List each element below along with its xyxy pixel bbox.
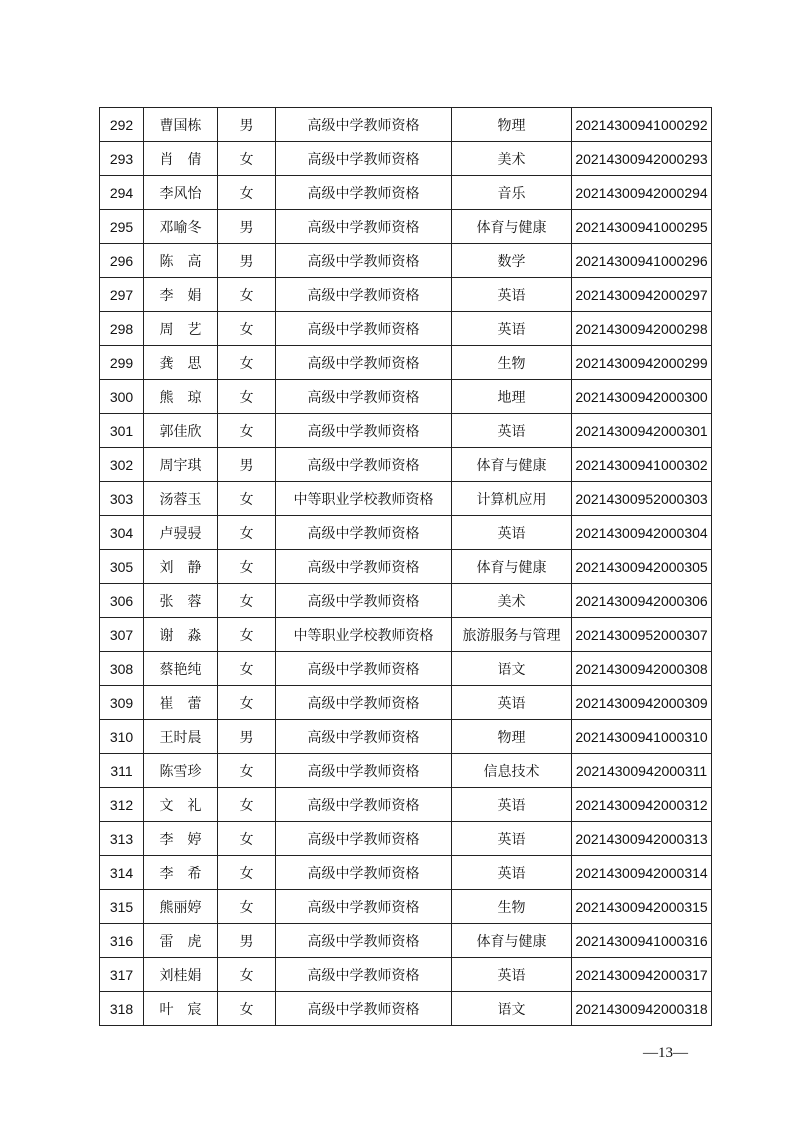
table-row bbox=[100, 822, 712, 856]
gender-cell: 女 bbox=[218, 312, 276, 346]
certificate-number-cell: 20214300942000308 bbox=[572, 652, 712, 686]
qualification-type-cell: 高级中学教师资格 bbox=[276, 890, 452, 924]
qualification-type-cell: 高级中学教师资格 bbox=[276, 244, 452, 278]
subject-cell: 物理 bbox=[452, 108, 572, 142]
qualification-type-cell: 高级中学教师资格 bbox=[276, 652, 452, 686]
row-number-cell: 316 bbox=[100, 924, 144, 958]
certificate-number-cell: 20214300942000304 bbox=[572, 516, 712, 550]
subject-cell: 体育与健康 bbox=[452, 210, 572, 244]
certificate-number-cell: 20214300942000301 bbox=[572, 414, 712, 448]
table-row bbox=[100, 380, 712, 414]
qualification-type-cell: 高级中学教师资格 bbox=[276, 822, 452, 856]
certificate-number-cell: 20214300942000318 bbox=[572, 992, 712, 1026]
subject-cell: 英语 bbox=[452, 822, 572, 856]
qualification-type-cell: 高级中学教师资格 bbox=[276, 856, 452, 890]
person-name-cell: 蔡艳纯 bbox=[144, 652, 218, 686]
row-number-cell: 296 bbox=[100, 244, 144, 278]
subject-cell: 物理 bbox=[452, 720, 572, 754]
certificate-number-cell: 20214300941000316 bbox=[572, 924, 712, 958]
person-name-cell: 张 蓉 bbox=[144, 584, 218, 618]
row-number-cell: 306 bbox=[100, 584, 144, 618]
subject-cell: 英语 bbox=[452, 312, 572, 346]
subject-cell: 体育与健康 bbox=[452, 550, 572, 584]
row-number-cell: 299 bbox=[100, 346, 144, 380]
qualification-type-cell: 高级中学教师资格 bbox=[276, 686, 452, 720]
person-name-cell: 周宇琪 bbox=[144, 448, 218, 482]
certificate-number-cell: 20214300941000292 bbox=[572, 108, 712, 142]
subject-cell: 旅游服务与管理 bbox=[452, 618, 572, 652]
gender-cell: 女 bbox=[218, 686, 276, 720]
certificate-number-cell: 20214300942000317 bbox=[572, 958, 712, 992]
person-name-cell: 肖 倩 bbox=[144, 142, 218, 176]
row-number-cell: 300 bbox=[100, 380, 144, 414]
subject-cell: 体育与健康 bbox=[452, 448, 572, 482]
person-name-cell: 李 希 bbox=[144, 856, 218, 890]
qualification-type-cell: 高级中学教师资格 bbox=[276, 924, 452, 958]
certificate-number-cell: 20214300941000295 bbox=[572, 210, 712, 244]
gender-cell: 女 bbox=[218, 584, 276, 618]
row-number-cell: 294 bbox=[100, 176, 144, 210]
table-row bbox=[100, 754, 712, 788]
gender-cell: 女 bbox=[218, 890, 276, 924]
gender-cell: 女 bbox=[218, 958, 276, 992]
subject-cell: 语文 bbox=[452, 652, 572, 686]
certificate-number-cell: 20214300942000314 bbox=[572, 856, 712, 890]
qualification-type-cell: 高级中学教师资格 bbox=[276, 584, 452, 618]
subject-cell: 计算机应用 bbox=[452, 482, 572, 516]
row-number-cell: 313 bbox=[100, 822, 144, 856]
table-row bbox=[100, 244, 712, 278]
table-row bbox=[100, 550, 712, 584]
certificate-number-cell: 20214300942000313 bbox=[572, 822, 712, 856]
qualification-type-cell: 高级中学教师资格 bbox=[276, 992, 452, 1026]
subject-cell: 地理 bbox=[452, 380, 572, 414]
gender-cell: 男 bbox=[218, 210, 276, 244]
row-number-cell: 297 bbox=[100, 278, 144, 312]
table-row bbox=[100, 652, 712, 686]
person-name-cell: 文 礼 bbox=[144, 788, 218, 822]
subject-cell: 美术 bbox=[452, 584, 572, 618]
qualification-type-cell: 高级中学教师资格 bbox=[276, 312, 452, 346]
table-row bbox=[100, 482, 712, 516]
person-name-cell: 叶 宸 bbox=[144, 992, 218, 1026]
subject-cell: 英语 bbox=[452, 516, 572, 550]
person-name-cell: 熊丽婷 bbox=[144, 890, 218, 924]
certificate-number-cell: 20214300952000307 bbox=[572, 618, 712, 652]
table-row bbox=[100, 924, 712, 958]
row-number-cell: 293 bbox=[100, 142, 144, 176]
table-row bbox=[100, 958, 712, 992]
subject-cell: 语文 bbox=[452, 992, 572, 1026]
table-row bbox=[100, 312, 712, 346]
certificate-number-cell: 20214300942000309 bbox=[572, 686, 712, 720]
teacher-qualification-table bbox=[99, 107, 712, 1026]
row-number-cell: 315 bbox=[100, 890, 144, 924]
qualification-type-cell: 高级中学教师资格 bbox=[276, 108, 452, 142]
person-name-cell: 熊 琼 bbox=[144, 380, 218, 414]
qualification-type-cell: 高级中学教师资格 bbox=[276, 346, 452, 380]
row-number-cell: 312 bbox=[100, 788, 144, 822]
certificate-number-cell: 20214300952000303 bbox=[572, 482, 712, 516]
subject-cell: 生物 bbox=[452, 346, 572, 380]
gender-cell: 女 bbox=[218, 822, 276, 856]
subject-cell: 英语 bbox=[452, 856, 572, 890]
person-name-cell: 王时晨 bbox=[144, 720, 218, 754]
row-number-cell: 314 bbox=[100, 856, 144, 890]
qualification-type-cell: 高级中学教师资格 bbox=[276, 380, 452, 414]
gender-cell: 男 bbox=[218, 924, 276, 958]
gender-cell: 女 bbox=[218, 380, 276, 414]
table-row bbox=[100, 890, 712, 924]
gender-cell: 男 bbox=[218, 244, 276, 278]
person-name-cell: 雷 虎 bbox=[144, 924, 218, 958]
table-row bbox=[100, 448, 712, 482]
table-row bbox=[100, 584, 712, 618]
person-name-cell: 李 婷 bbox=[144, 822, 218, 856]
certificate-number-cell: 20214300942000305 bbox=[572, 550, 712, 584]
table-row bbox=[100, 176, 712, 210]
certificate-number-cell: 20214300942000311 bbox=[572, 754, 712, 788]
table-row bbox=[100, 686, 712, 720]
row-number-cell: 292 bbox=[100, 108, 144, 142]
qualification-type-cell: 高级中学教师资格 bbox=[276, 210, 452, 244]
subject-cell: 音乐 bbox=[452, 176, 572, 210]
gender-cell: 女 bbox=[218, 176, 276, 210]
row-number-cell: 317 bbox=[100, 958, 144, 992]
table-body bbox=[100, 108, 712, 1026]
person-name-cell: 曹国栋 bbox=[144, 108, 218, 142]
gender-cell: 女 bbox=[218, 482, 276, 516]
person-name-cell: 崔 蕾 bbox=[144, 686, 218, 720]
table-row bbox=[100, 516, 712, 550]
row-number-cell: 308 bbox=[100, 652, 144, 686]
row-number-cell: 318 bbox=[100, 992, 144, 1026]
certificate-number-cell: 20214300941000302 bbox=[572, 448, 712, 482]
certificate-number-cell: 20214300942000315 bbox=[572, 890, 712, 924]
person-name-cell: 李风怡 bbox=[144, 176, 218, 210]
table-row bbox=[100, 618, 712, 652]
row-number-cell: 301 bbox=[100, 414, 144, 448]
gender-cell: 女 bbox=[218, 142, 276, 176]
row-number-cell: 311 bbox=[100, 754, 144, 788]
gender-cell: 女 bbox=[218, 788, 276, 822]
subject-cell: 信息技术 bbox=[452, 754, 572, 788]
gender-cell: 女 bbox=[218, 516, 276, 550]
person-name-cell: 李 娟 bbox=[144, 278, 218, 312]
table-row bbox=[100, 414, 712, 448]
gender-cell: 女 bbox=[218, 652, 276, 686]
person-name-cell: 陈雪珍 bbox=[144, 754, 218, 788]
qualification-type-cell: 高级中学教师资格 bbox=[276, 448, 452, 482]
certificate-number-cell: 20214300942000297 bbox=[572, 278, 712, 312]
row-number-cell: 302 bbox=[100, 448, 144, 482]
row-number-cell: 298 bbox=[100, 312, 144, 346]
person-name-cell: 汤蓉玉 bbox=[144, 482, 218, 516]
person-name-cell: 邓喻冬 bbox=[144, 210, 218, 244]
table-row bbox=[100, 210, 712, 244]
table-row bbox=[100, 788, 712, 822]
certificate-number-cell: 20214300942000300 bbox=[572, 380, 712, 414]
qualification-type-cell: 高级中学教师资格 bbox=[276, 142, 452, 176]
gender-cell: 女 bbox=[218, 856, 276, 890]
row-number-cell: 307 bbox=[100, 618, 144, 652]
row-number-cell: 295 bbox=[100, 210, 144, 244]
table-row bbox=[100, 108, 712, 142]
subject-cell: 英语 bbox=[452, 686, 572, 720]
gender-cell: 男 bbox=[218, 108, 276, 142]
qualification-type-cell: 高级中学教师资格 bbox=[276, 516, 452, 550]
qualification-type-cell: 高级中学教师资格 bbox=[276, 754, 452, 788]
table-row bbox=[100, 856, 712, 890]
table-row bbox=[100, 720, 712, 754]
subject-cell: 数学 bbox=[452, 244, 572, 278]
person-name-cell: 刘桂娟 bbox=[144, 958, 218, 992]
certificate-number-cell: 20214300942000312 bbox=[572, 788, 712, 822]
gender-cell: 女 bbox=[218, 992, 276, 1026]
qualification-type-cell: 高级中学教师资格 bbox=[276, 958, 452, 992]
person-name-cell: 郭佳欣 bbox=[144, 414, 218, 448]
qualification-type-cell: 高级中学教师资格 bbox=[276, 788, 452, 822]
person-name-cell: 龚 思 bbox=[144, 346, 218, 380]
person-name-cell: 周 艺 bbox=[144, 312, 218, 346]
gender-cell: 女 bbox=[218, 278, 276, 312]
certificate-number-cell: 20214300942000293 bbox=[572, 142, 712, 176]
row-number-cell: 309 bbox=[100, 686, 144, 720]
gender-cell: 女 bbox=[218, 618, 276, 652]
row-number-cell: 305 bbox=[100, 550, 144, 584]
subject-cell: 生物 bbox=[452, 890, 572, 924]
person-name-cell: 陈 高 bbox=[144, 244, 218, 278]
certificate-number-cell: 20214300942000306 bbox=[572, 584, 712, 618]
subject-cell: 英语 bbox=[452, 278, 572, 312]
gender-cell: 男 bbox=[218, 720, 276, 754]
qualification-type-cell: 中等职业学校教师资格 bbox=[276, 482, 452, 516]
row-number-cell: 310 bbox=[100, 720, 144, 754]
subject-cell: 英语 bbox=[452, 958, 572, 992]
qualification-type-cell: 高级中学教师资格 bbox=[276, 414, 452, 448]
page-number: —13— bbox=[643, 1045, 688, 1061]
gender-cell: 女 bbox=[218, 754, 276, 788]
qualification-type-cell: 中等职业学校教师资格 bbox=[276, 618, 452, 652]
table-row bbox=[100, 142, 712, 176]
certificate-number-cell: 20214300941000296 bbox=[572, 244, 712, 278]
certificate-number-cell: 20214300942000298 bbox=[572, 312, 712, 346]
table-row bbox=[100, 992, 712, 1026]
subject-cell: 英语 bbox=[452, 788, 572, 822]
subject-cell: 英语 bbox=[452, 414, 572, 448]
person-name-cell: 谢 淼 bbox=[144, 618, 218, 652]
qualification-type-cell: 高级中学教师资格 bbox=[276, 550, 452, 584]
row-number-cell: 304 bbox=[100, 516, 144, 550]
qualification-type-cell: 高级中学教师资格 bbox=[276, 278, 452, 312]
gender-cell: 女 bbox=[218, 414, 276, 448]
qualification-type-cell: 高级中学教师资格 bbox=[276, 176, 452, 210]
qualification-type-cell: 高级中学教师资格 bbox=[276, 720, 452, 754]
table-row bbox=[100, 346, 712, 380]
gender-cell: 女 bbox=[218, 550, 276, 584]
certificate-number-cell: 20214300941000310 bbox=[572, 720, 712, 754]
gender-cell: 男 bbox=[218, 448, 276, 482]
subject-cell: 体育与健康 bbox=[452, 924, 572, 958]
gender-cell: 女 bbox=[218, 346, 276, 380]
subject-cell: 美术 bbox=[452, 142, 572, 176]
person-name-cell: 刘 静 bbox=[144, 550, 218, 584]
table-row bbox=[100, 278, 712, 312]
certificate-number-cell: 20214300942000299 bbox=[572, 346, 712, 380]
row-number-cell: 303 bbox=[100, 482, 144, 516]
person-name-cell: 卢骎骎 bbox=[144, 516, 218, 550]
certificate-number-cell: 20214300942000294 bbox=[572, 176, 712, 210]
